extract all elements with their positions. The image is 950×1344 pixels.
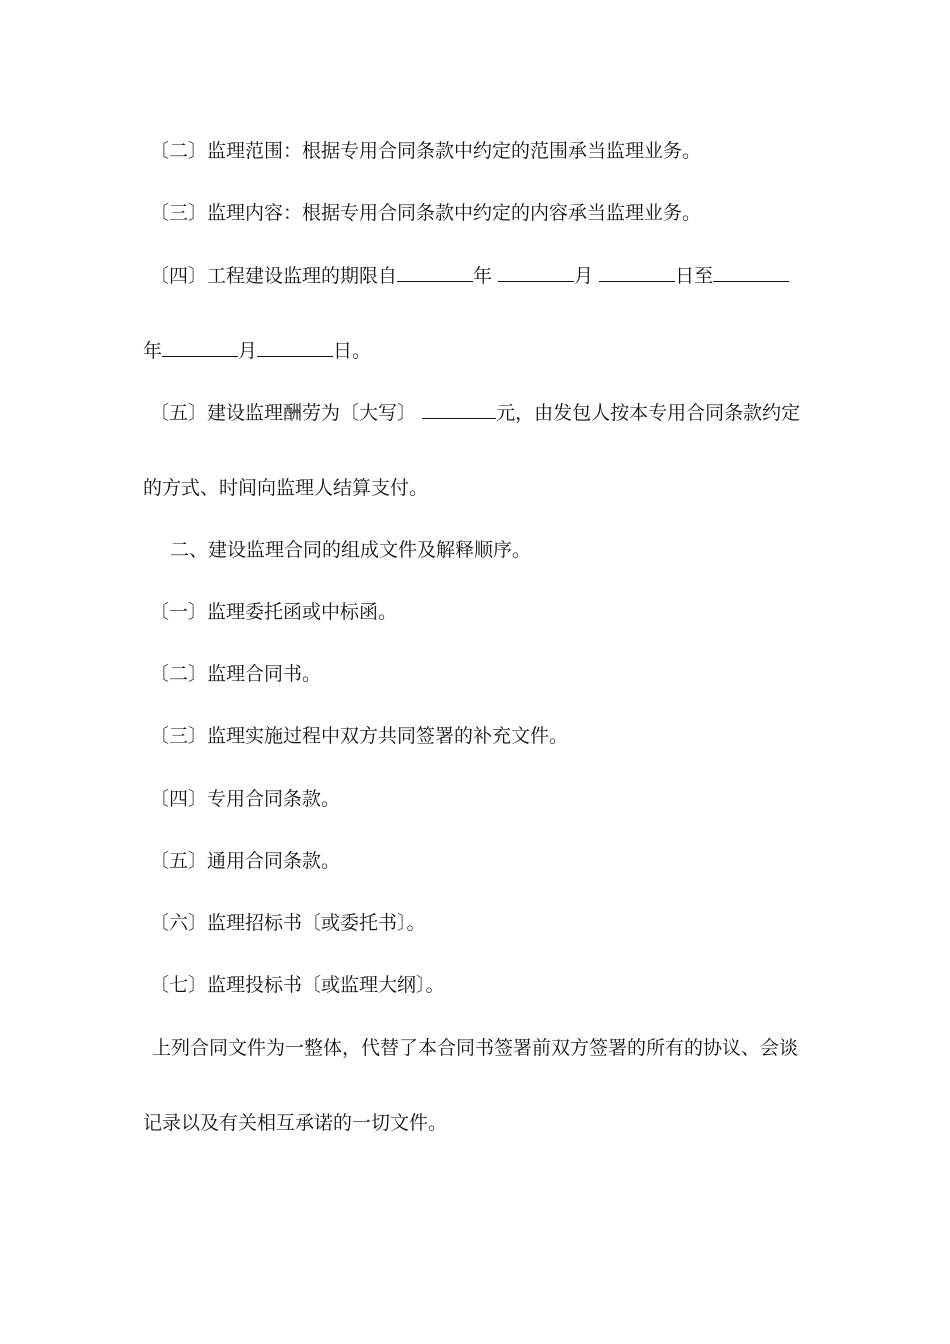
period-year-label: 年 [143,340,163,362]
fee-suffix: 元，由发包人按本专用合同条款约定 [496,402,801,424]
period-day-to-label: 日至 [675,265,714,287]
section-heading: 二、建设监理合同的组成文件及解释顺序。 [170,539,532,561]
blank-field [498,261,574,282]
period-prefix: 〔四〕工程建设监理的期限自 [150,265,398,287]
list-item: 〔二〕监理合同书。 [150,663,322,685]
list-item: 〔六〕监理招标书〔或委托书〕。 [150,912,426,934]
clause-supervision-period [0,261,950,291]
list-item: 〔五〕通用合同条款。 [150,850,341,872]
closing-paragraph: 上列合同文件为一整体，代替了本合同书签署前双方签署的所有的协议、会谈 [152,1037,799,1059]
period-month-label: 月 [574,265,594,287]
clause-supervision-fee [0,398,950,428]
blank-field [257,336,333,357]
blank-field [713,261,789,282]
closing-paragraph-continued: 记录以及有关相互承诺的一切文件。 [143,1112,448,1134]
period-year-label: 年 [473,265,493,287]
blank-field [422,398,496,419]
blank-field [397,261,473,282]
clause-supervision-scope: 〔二〕监理范围：根据专用合同条款中约定的范围承当监理业务。 [150,140,702,162]
blank-field [162,336,238,357]
period-month-label: 月 [238,340,258,362]
list-item: 〔三〕监理实施过程中双方共同签署的补充文件。 [150,725,569,747]
clause-supervision-fee-continued: 的方式、时间向监理人结算支付。 [143,477,429,499]
fee-prefix: 〔五〕建设监理酬劳为〔大写〕 [150,402,417,424]
clause-supervision-content: 〔三〕监理内容：根据专用合同条款中约定的内容承当监理业务。 [150,202,702,224]
clause-supervision-period-continued [0,336,950,366]
blank-field [599,261,675,282]
list-item: 〔一〕监理委托函或中标函。 [150,601,398,623]
period-day-end-label: 日。 [333,340,372,362]
list-item: 〔四〕专用合同条款。 [150,788,341,810]
list-item: 〔七〕监理投标书〔或监理大纲〕。 [150,974,445,996]
